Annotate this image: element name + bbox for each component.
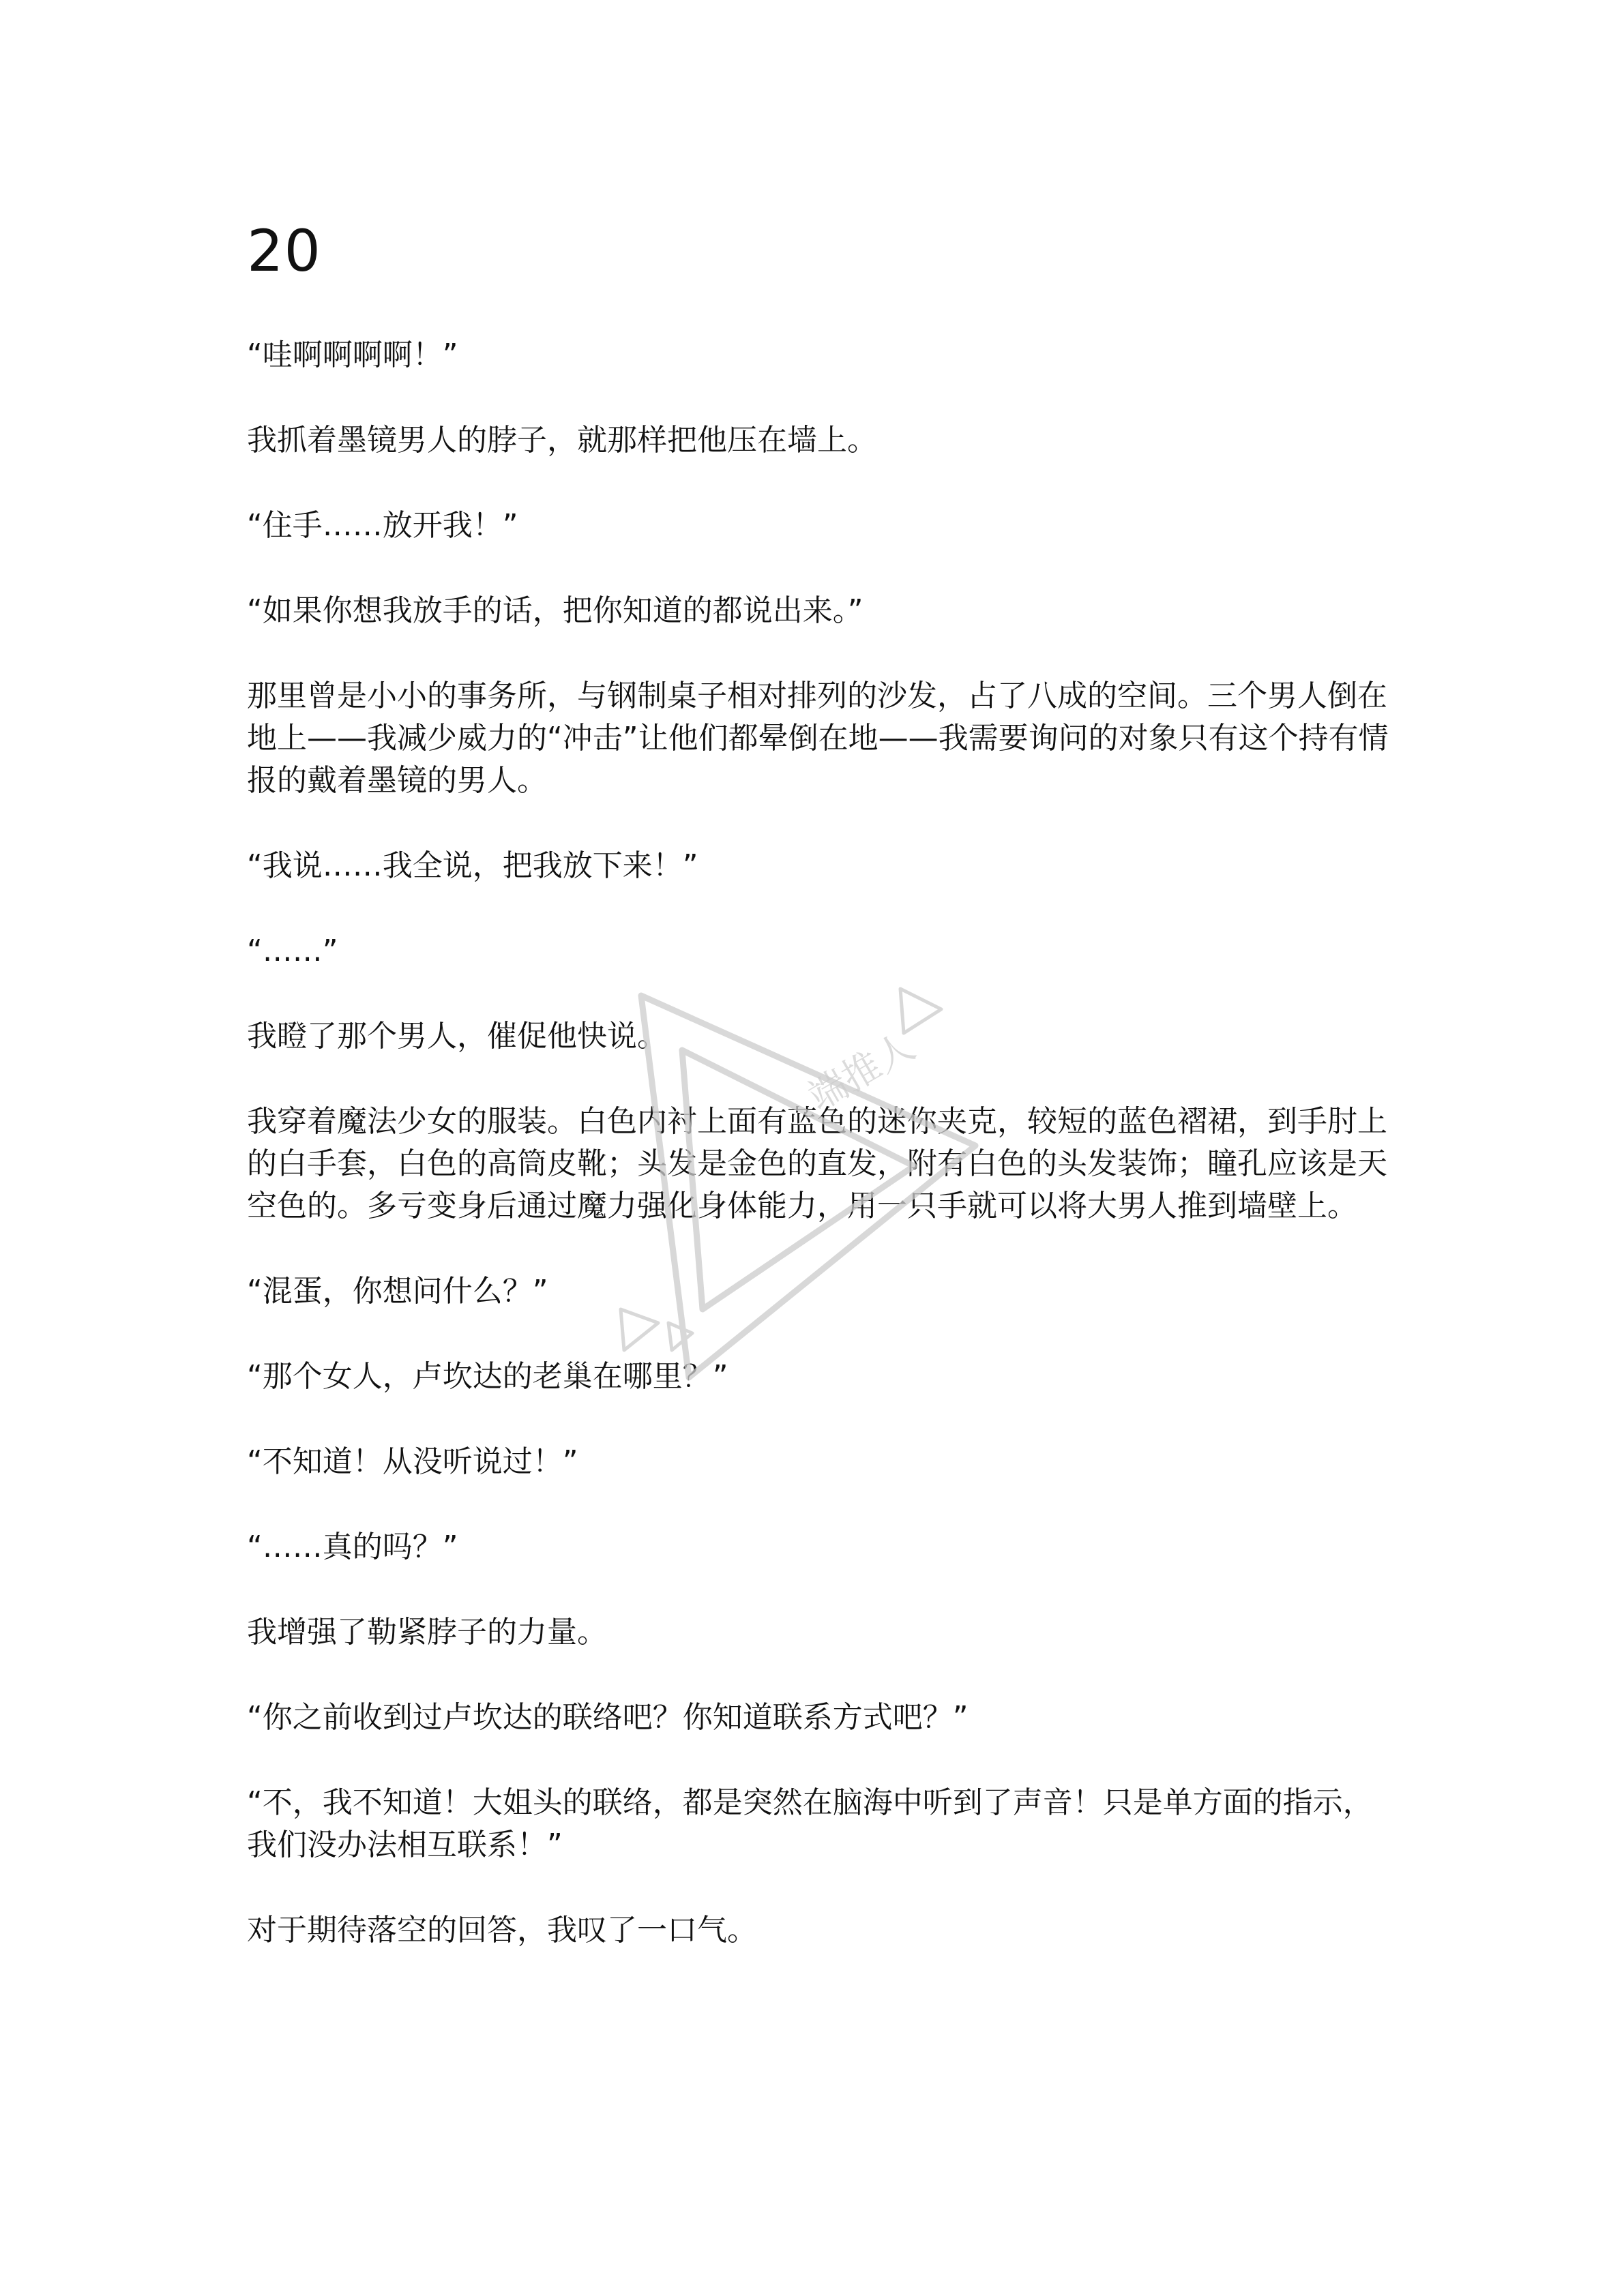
paragraph: 对于期待落空的回答，我叹了一口气。 [247, 1913, 757, 1948]
paragraph: “你之前收到过卢坎达的联络吧？你知道联系方式吧？” [247, 1700, 969, 1735]
chapter-body [247, 334, 1393, 1995]
paragraph: 我抓着墨镜男人的脖子，就那样把他压在墙上。 [247, 423, 877, 458]
paragraph: “哇啊啊啊啊！” [247, 338, 458, 372]
chapter-title: 20 [247, 218, 321, 284]
paragraph: 那里曾是小小的事务所，与钢制桌子相对排列的沙发，占了八成的空间。三个男人倒在地上——我减少威力的“冲击”让他们都晕倒在地——我需要询问的对象只有这个持有情报的戴着墨镜的男人。 [247, 679, 1389, 798]
paragraph: “……真的吗？” [247, 1530, 458, 1564]
paragraph: “不知道！从没听说过！” [247, 1444, 578, 1479]
paragraph: “混蛋，你想问什么？” [247, 1274, 548, 1309]
paragraph: “那个女人，卢坎达的老巢在哪里？” [247, 1359, 728, 1394]
watermark-text: 端推人 [801, 1024, 923, 1120]
paragraph: 我穿着魔法少女的服装。白色内衬上面有蓝色的迷你夹克，较短的蓝色褶裙，到手肘上的白手套，白色的高筒皮靴；头发是金色的直发，附有白色的头发装饰；瞳孔应该是天空色的。多亏变身后通过魔力强化身体能力，用一只手就可以将大男人推到墙壁上。 [247, 1104, 1387, 1223]
paragraph: “我说……我全说，把我放下来！” [247, 848, 698, 883]
paragraph: 我瞪了那个男人，催促他快说。 [247, 1019, 667, 1054]
paragraph: “……” [247, 934, 338, 968]
paragraph: “不，我不知道！大姐头的联络，都是突然在脑海中听到了声音！只是单方面的指示，我们没办法相互联系！” [247, 1785, 1373, 1862]
paragraph: “住手……放开我！” [247, 508, 518, 543]
paragraph: 我增强了勒紧脖子的力量。 [247, 1615, 607, 1650]
paragraph: “如果你想我放手的话，把你知道的都说出来。” [247, 593, 863, 628]
